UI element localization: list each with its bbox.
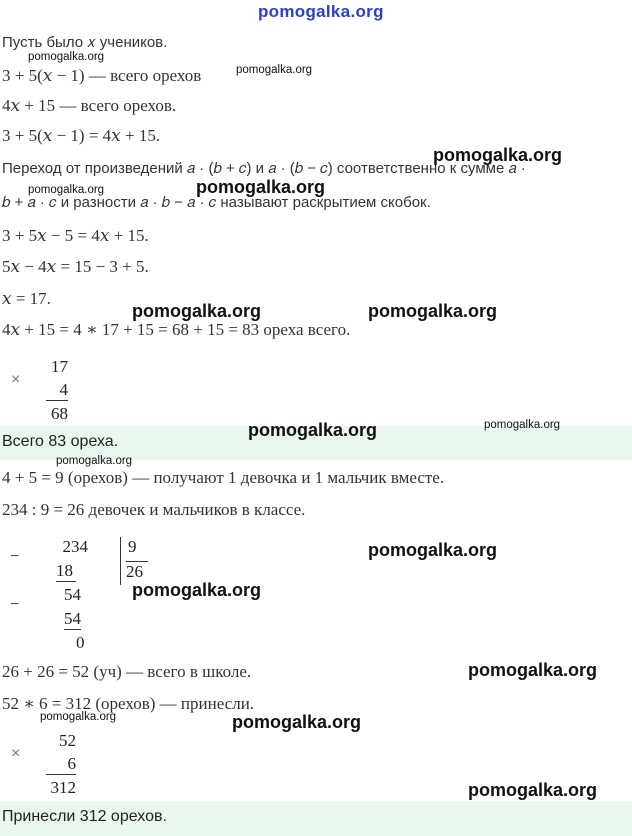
watermark: pomogalka.org	[484, 419, 561, 431]
math-line: 4 + 5 = 9 (орехов) — получают 1 девочка и 1 мальчик вместе.	[2, 468, 445, 487]
math-line: 4𝑥 + 15 — всего орехов.	[2, 96, 177, 115]
watermark: pomogalka.org	[196, 177, 326, 197]
watermark: pomogalka.org	[368, 301, 498, 321]
quotient: 26	[126, 561, 148, 582]
watermark-top: pomogalka.org	[258, 2, 384, 21]
math-line: 4𝑥 + 15 = 4 ∗ 17 + 15 = 68 + 15 = 83 ореха всего.	[2, 320, 351, 339]
watermark: pomogalka.org	[132, 301, 262, 321]
multiply-sign: ×	[11, 745, 21, 762]
mult-top: 17	[51, 357, 68, 376]
text-line: Пусть было 𝑥 учеников.	[2, 34, 168, 51]
minus-sign: −	[10, 548, 20, 565]
watermark: pomogalka.org	[232, 712, 362, 732]
mult-bottom: 6	[46, 754, 76, 775]
text-line: Переход от произведений 𝑎 · (𝑏 + 𝑐) и 𝑎 · (𝑏 − 𝑐) соответственно к сумме 𝑎 ·	[2, 160, 526, 177]
watermark: pomogalka.org	[468, 660, 598, 680]
math-line: 𝑥 = 17.	[2, 289, 51, 308]
subtrahend: 54	[64, 609, 81, 628]
watermark: pomogalka.org	[132, 580, 262, 600]
divisor: 9	[128, 537, 137, 556]
math-line: 3 + 5(𝑥 − 1) — всего орехов	[2, 66, 202, 85]
remainder-final: 0	[76, 633, 85, 652]
watermark: pomogalka.org	[56, 455, 133, 467]
multiply-sign: ×	[11, 371, 21, 388]
minus-sign: −	[10, 596, 20, 613]
watermark: pomogalka.org	[28, 184, 105, 196]
subtrahend: 18	[56, 561, 76, 582]
math-line: 3 + 5(𝑥 − 1) = 4𝑥 + 15.	[2, 126, 161, 145]
mult-top: 52	[59, 731, 76, 750]
watermark: pomogalka.org	[40, 711, 117, 723]
answer-band	[0, 801, 632, 836]
answer-text: Всего 83 ореха.	[2, 433, 119, 450]
watermark: pomogalka.org	[433, 145, 563, 165]
math-line: 5𝑥 − 4𝑥 = 15 − 3 + 5.	[2, 257, 149, 276]
division-bar	[120, 537, 121, 585]
dividend: 234	[62, 537, 88, 556]
watermark: pomogalka.org	[368, 540, 498, 560]
mult-result: 68	[51, 404, 68, 423]
mult-bottom: 4	[46, 380, 68, 401]
math-line: 52 ∗ 6 = 312 (орехов) — принесли.	[2, 694, 255, 713]
watermark: pomogalka.org	[236, 64, 313, 76]
math-line: 3 + 5𝑥 − 5 = 4𝑥 + 15.	[2, 226, 149, 245]
text-line: 𝑏 + 𝑎 · 𝑐 и разности 𝑎 · 𝑏 − 𝑎 · 𝑐 называют раскрытием скобок.	[2, 194, 431, 211]
math-line: 26 + 26 = 52 (уч) — всего в школе.	[2, 662, 252, 681]
remainder: 54	[64, 585, 81, 604]
watermark: pomogalka.org	[28, 51, 105, 63]
mult-result: 312	[50, 778, 76, 797]
answer-text: Принесли 312 орехов.	[2, 808, 167, 825]
watermark: pomogalka.org	[248, 420, 378, 440]
watermark: pomogalka.org	[468, 780, 598, 800]
math-line: 234 : 9 = 26 девочек и мальчиков в классе.	[2, 500, 306, 519]
